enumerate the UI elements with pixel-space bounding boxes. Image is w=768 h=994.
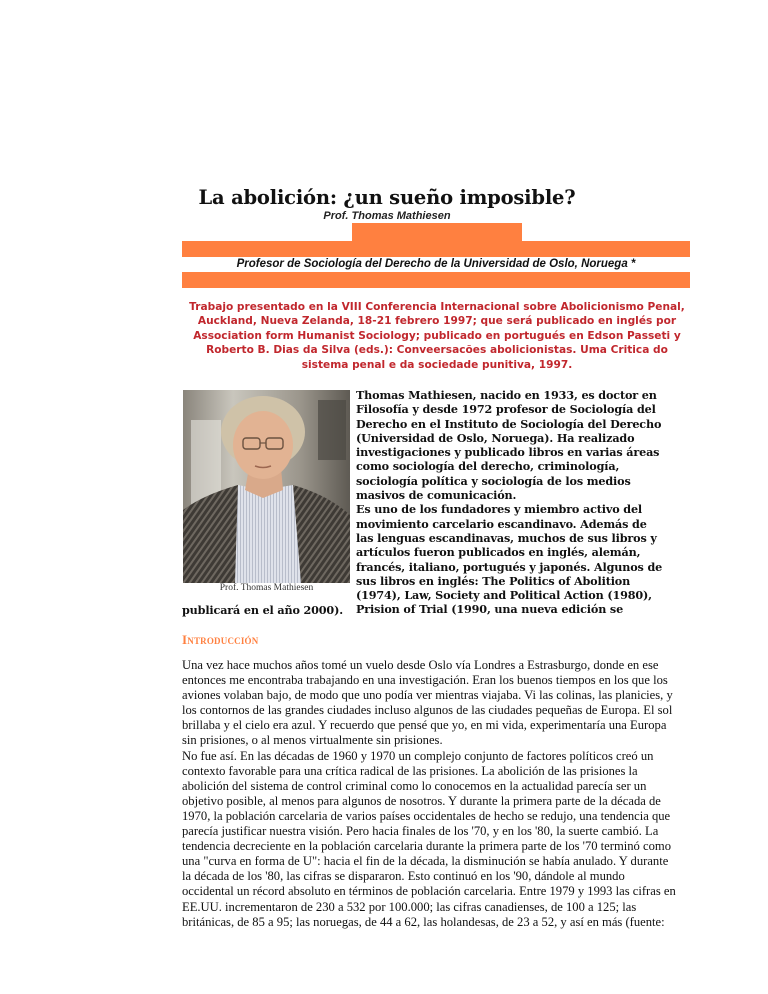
article-title: La abolición: ¿un sueño imposible?	[198, 186, 576, 209]
photo-caption: Prof. Thomas Mathiesen	[219, 583, 314, 593]
body-line: Una vez hace muchos años tomé un vuelo desde Oslo vía Londres a Estrasburgo, donde en ese	[182, 658, 659, 672]
body-line: 1970, la población carcelaria de varios países occidentales de hecho se redujo, una tendencia que	[182, 808, 671, 823]
orange-divider-bottom	[182, 272, 690, 288]
body-line: objetivo posible, al menos para algunos de nosotros. Y durante la primera parte de la década de	[182, 793, 661, 808]
bio-line: Prision of Trial (1990, una nueva edición se	[356, 602, 624, 617]
body-line: EE.UU. incrementaron de 230 a 532 por 100.000; las cifras canadienses, de 100 a 125; las	[182, 899, 637, 914]
body-line: los contornos de las grandes ciudades incluso algunos de las ciudades pequeñas de Europa. El sol	[182, 703, 673, 718]
bio-line: masivos de comunicación.	[356, 488, 517, 503]
bio-line-tail: publicará en el año 2000).	[182, 603, 343, 617]
body-line: No fue así. En las décadas de 1960 y 1970 un complejo conjunto de factores políticos creó un	[182, 748, 654, 763]
body-line: brillaba y el cielo era azul. Y recuerdo que pensé que yo, en mi vida, experimentaría una Europa	[182, 718, 667, 733]
presentation-note-line: Auckland, Nueva Zelanda, 18-21 febrero 1997; que será publicado en inglés por	[197, 315, 677, 328]
bio-line: Filosofía y desde 1972 profesor de Sociología del	[356, 402, 656, 417]
body-line: la década de los '80, las cifras se dispararon. Esto continuó en los '90, dándole al mundo	[182, 869, 625, 884]
presentation-note-line: Association form Humanist Sociology; publicado en portugués en Edson Passeti y	[193, 329, 681, 342]
bio-line: sus libros en inglés: The Politics of Abolition	[356, 573, 631, 588]
presentation-note-line: sistema penal e da sociedade punitiva, 1997.	[301, 358, 573, 371]
bio-line: (Universidad de Oslo, Noruega). Ha realizado	[356, 430, 635, 445]
author-bio	[356, 388, 696, 617]
bio-line: como sociología del derecho, criminología,	[356, 459, 620, 474]
body-line: tendencia decreciente en la población carcelaria durante la primera parte de los '70 terminó como	[182, 839, 671, 854]
body-line: aviones volaban bajo, de modo que uno podía ver mientras viajaba. Vi las colinas, las planicies, y	[182, 688, 673, 703]
body-line: occidental un récord absoluto en términos de población carcelaria. Entre 1979 y 1993 las cifras en	[182, 884, 676, 899]
body-line: abolición del sistema de control criminal como lo conocemos en la actualidad parecía ser un	[182, 778, 647, 793]
bio-line: Es uno de los fundadores y miembro activo del	[356, 502, 643, 517]
body-line: parecía justificar nuestra visión. Pero hacia finales de los '70, y en los '80, la suerte cambió. La	[182, 824, 659, 839]
presentation-note	[150, 300, 724, 372]
presentation-note-line: Trabajo presentado en la VIII Conferencia Internacional sobre Abolicionismo Penal,	[189, 301, 685, 313]
section-heading-introduccion: Introducción	[182, 632, 259, 647]
introduction-body	[182, 658, 742, 930]
bio-line: (1974), Law, Society and Political Action (1980),	[356, 588, 652, 603]
bio-line: movimiento carcelario escandinavo. Además de	[356, 516, 647, 531]
body-line: entonces me encontraba trabajando en una investigación. Eran los buenos tiempos en los que los	[182, 673, 668, 688]
bio-line: Thomas Mathiesen, nacido en 1933, es doctor en	[356, 388, 657, 402]
body-line: una "curva en forma de U": hacia el fin de la década, la disminución se había anulado. Y durante	[182, 854, 669, 869]
author-affiliation: Profesor de Sociología del Derecho de la Universidad de Oslo, Noruega *	[236, 258, 636, 270]
bio-line: francés, italiano, portugués y japonés. Algunos de	[356, 559, 663, 574]
body-line: contexto favorable para una crítica radical de las prisiones. La abolición de las prisiones la	[182, 763, 638, 778]
bio-line: sociología política y sociología de los medios	[356, 473, 631, 488]
author-line: Prof. Thomas Mathiesen	[323, 210, 451, 222]
orange-divider-top	[182, 241, 690, 257]
orange-tab-bar	[352, 223, 522, 241]
author-photo	[183, 390, 350, 583]
bio-line: artículos fueron publicados en inglés, alemán,	[356, 545, 641, 560]
body-line: británicas, de 85 a 95; las noruegas, de 44 a 62, las holandesas, de 23 a 52, y así en más (fuente:	[182, 914, 665, 929]
body-line: sin prisiones, o al menos virtualmente sin prisiones.	[182, 733, 443, 748]
bio-line: Derecho en el Instituto de Sociología del Derecho	[356, 416, 662, 431]
bio-line: las lenguas escandinavas, muchos de sus libros y	[356, 530, 657, 545]
bio-line: investigaciones y publicado libros en varias áreas	[356, 445, 660, 460]
presentation-note-line: Roberto B. Dias da Silva (eds.): Conveersacões abolicionistas. Uma Critica do	[206, 344, 668, 357]
